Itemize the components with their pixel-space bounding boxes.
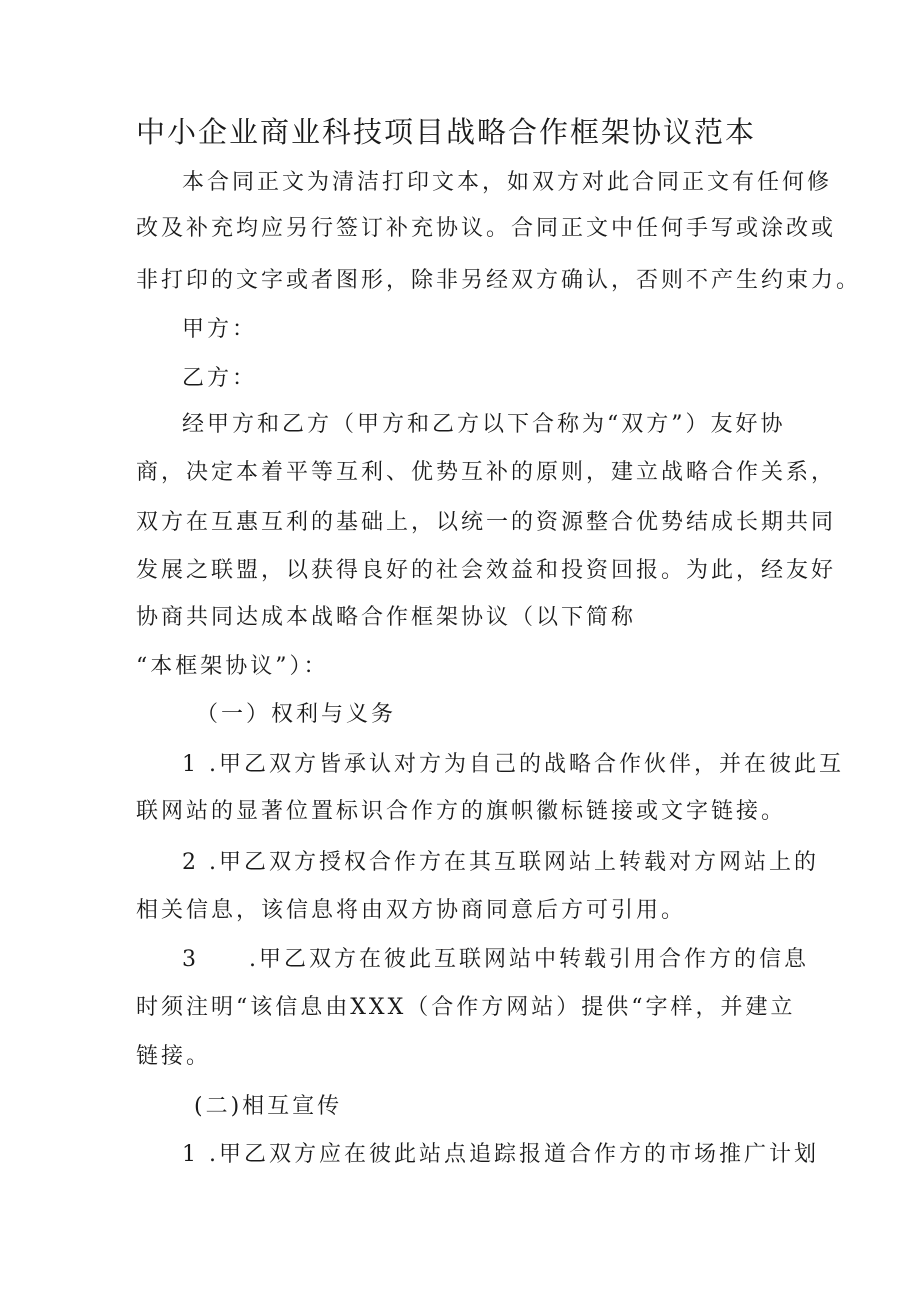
paragraph-line: 经甲方和乙方（甲方和乙方以下合称为“双方”）友好协: [182, 412, 786, 437]
clause-line: 相关信息，该信息将由双方协商同意后方可引用。: [136, 898, 687, 923]
party-b-label: 乙方：: [182, 366, 258, 391]
paragraph-line: 非打印的文字或者图形，除非另经双方确认，否则不产生约束力。: [136, 268, 862, 293]
paragraph-line: 改及补充均应另行签订补充协议。合同正文中任何手写或涂改或: [136, 216, 837, 241]
clause-line: 3 .甲乙双方在彼此互联网站中转载引用合作方的信息: [182, 947, 809, 972]
clause-line: 2 .甲乙双方授权合作方在其互联网站上转载对方网站上的: [182, 850, 819, 875]
clause-line: 1 .甲乙双方应在彼此站点追踪报道合作方的市场推广计划: [182, 1142, 819, 1167]
section-heading: (二)相互宣传: [194, 1094, 343, 1119]
paragraph-line: “本框架协议”）：: [136, 654, 329, 679]
document-title: 中小企业商业科技项目战略合作框架协议范本: [136, 115, 757, 149]
clause-line: 1 .甲乙双方皆承认对方为自己的战略合作伙伴，并在彼此互: [182, 752, 844, 777]
section-heading: （一）权利与义务: [196, 702, 397, 727]
clause-line: 时须注明“该信息由XXX（合作方网站）提供“字样，并建立: [136, 995, 796, 1020]
party-a-label: 甲方：: [182, 317, 258, 342]
clause-line: 链接。: [136, 1044, 212, 1069]
clause-line: 联网站的显著位置标识合作方的旗帜徽标链接或文字链接。: [136, 799, 787, 824]
paragraph-line: 双方在互惠互利的基础上，以统一的资源整合优势结成长期共同: [136, 510, 837, 535]
paragraph-line: 商，决定本着平等互利、优势互补的原则，建立战略合作关系，: [136, 460, 837, 485]
paragraph-line: 发展之联盟，以获得良好的社会效益和投资回报。为此，经友好: [136, 558, 837, 583]
paragraph-line: 协商共同达成本战略合作框架协议（以下简称: [136, 605, 637, 630]
paragraph-line: 本合同正文为清洁打印文本，如双方对此合同正文有任何修: [182, 170, 833, 195]
